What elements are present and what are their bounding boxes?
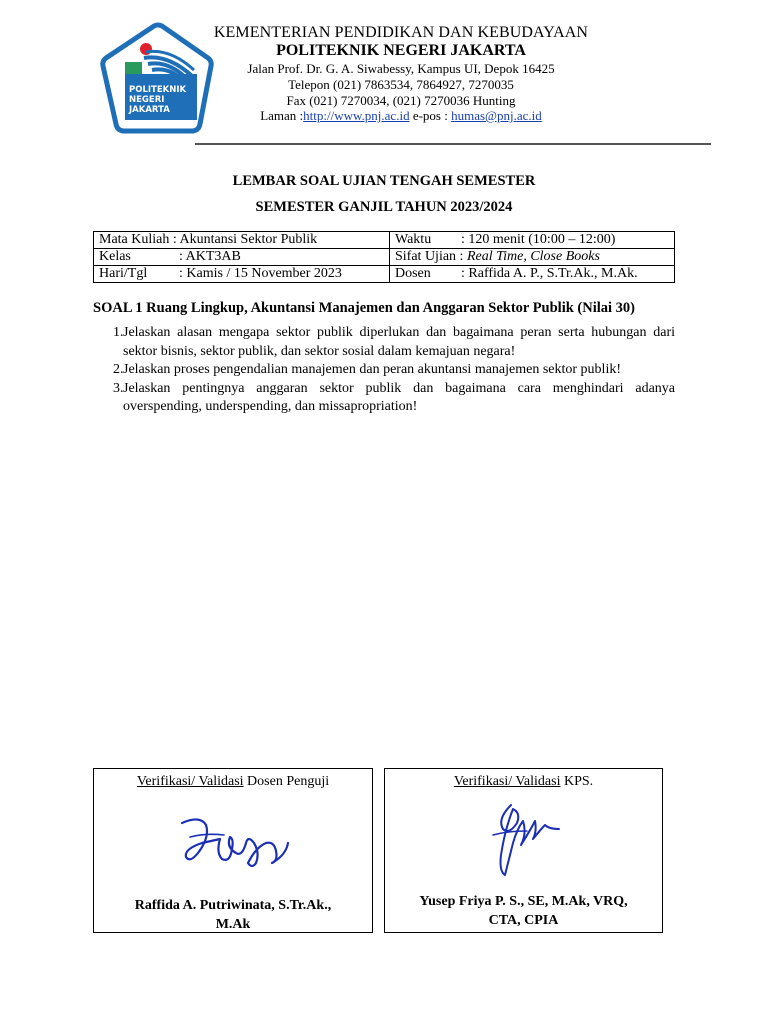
kps-name-line1: Yusep Friya P. S., SE, M.Ak, VRQ,: [419, 894, 628, 909]
email-link[interactable]: humas@pnj.ac.id: [451, 108, 542, 123]
course-label: Mata Kuliah: [99, 232, 170, 247]
signature-image-examiner: [176, 813, 296, 873]
date-cell: [94, 266, 390, 283]
examiner-name-line2: M.Ak: [215, 917, 251, 932]
table-row: [94, 266, 675, 283]
institution-fax: Fax (021) 7270034, (021) 7270036 Hunting: [286, 93, 516, 108]
question-text: Jelaskan pentingnya anggaran sektor publik dan bagaimana cara menghindari adanya overspending, underspending, dan missapropriation!: [123, 380, 675, 414]
institution-name: POLITEKNIK NEGERI JAKARTA: [276, 42, 526, 59]
list-item: [93, 361, 675, 380]
examiner-name: [102, 896, 364, 934]
signature-heading-rest: Dosen Penguji: [243, 774, 330, 789]
signature-heading-rest: KPS.: [560, 774, 594, 789]
email-label: e-pos :: [409, 108, 452, 123]
nature-cell: [390, 249, 675, 266]
lecturer-label: Dosen: [395, 266, 431, 281]
kps-name: [393, 892, 654, 930]
time-label: Waktu: [395, 232, 432, 247]
website-link[interactable]: http://www.pnj.ac.id: [303, 108, 410, 123]
web-label: Laman :: [260, 108, 304, 123]
time-cell: [390, 232, 675, 249]
question-number: 1.: [113, 325, 124, 340]
exam-title: LEMBAR SOAL UJIAN TENGAH SEMESTER: [232, 173, 536, 189]
course-value: : Akuntansi Sektor Publik: [172, 232, 318, 247]
course-cell: [94, 232, 390, 249]
ministry-name: KEMENTERIAN PENDIDIKAN DAN KEBUDAYAAN: [213, 24, 589, 41]
examiner-name-line1: Raffida A. Putriwinata, S.Tr.Ak.,: [134, 898, 332, 913]
list-item: [93, 380, 675, 417]
time-value: : 120 menit (10:00 – 12:00): [461, 232, 616, 247]
date-label: Hari/Tgl: [99, 266, 148, 281]
institution-phone: Telepon (021) 7863534, 7864927, 7270035: [288, 77, 514, 92]
svg-text:POLITEKNIK: POLITEKNIK: [129, 85, 187, 95]
question-list: [93, 324, 675, 417]
signature-heading-underlined: Verifikasi/ Validasi: [136, 774, 244, 789]
class-value: : AKT3AB: [179, 249, 241, 264]
exam-semester: SEMESTER GANJIL TAHUN 2023/2024: [255, 199, 513, 215]
institution-address: Jalan Prof. Dr. G. A. Siwabessy, Kampus UI, Depok 16425: [247, 61, 555, 76]
table-row: [94, 232, 675, 249]
class-label: Kelas: [99, 249, 131, 264]
nature-value: Real Time, Close Books: [466, 249, 600, 264]
nature-label: Sifat Ujian :: [395, 249, 464, 264]
logo-red-dot: [140, 43, 152, 55]
exam-info-table: [93, 231, 675, 283]
signature-image-kps: [483, 799, 563, 881]
question-number: 3.: [113, 380, 124, 396]
question-text: Jelaskan alasan mengapa sektor publik diperlukan dan bagaimana peran serta hubungan dari sektor bisnis, sektor publik, dan sektor sosial dalam kemajuan negara!: [123, 325, 675, 359]
question-number: 2.: [113, 362, 124, 377]
header-divider: [195, 143, 711, 145]
section-title: SOAL 1 Ruang Lingkup, Akuntansi Manajemen dan Anggaran Sektor Publik (Nilai 30): [93, 300, 636, 316]
question-text: Jelaskan proses pengendalian manajemen dan peran akuntansi manajemen sektor publik!: [123, 362, 621, 377]
signature-heading-underlined: Verifikasi/ Validasi: [453, 774, 561, 789]
institution-web-line: [200, 108, 602, 124]
signature-box-kps: [384, 768, 663, 933]
class-cell: [94, 249, 390, 266]
signature-box-examiner: [93, 768, 373, 933]
lecturer-value: : Raffida A. P., S.Tr.Ak., M.Ak.: [461, 266, 638, 281]
signature-heading: [385, 774, 662, 790]
lecturer-cell: [390, 266, 675, 283]
svg-text:JAKARTA: JAKARTA: [129, 105, 170, 115]
kps-name-line2: CTA, CPIA: [488, 913, 559, 928]
svg-text:NEGERI: NEGERI: [129, 95, 165, 105]
table-row: [94, 249, 675, 266]
date-value: : Kamis / 15 November 2023: [179, 266, 342, 281]
list-item: [93, 324, 675, 361]
signature-heading: [94, 774, 372, 790]
